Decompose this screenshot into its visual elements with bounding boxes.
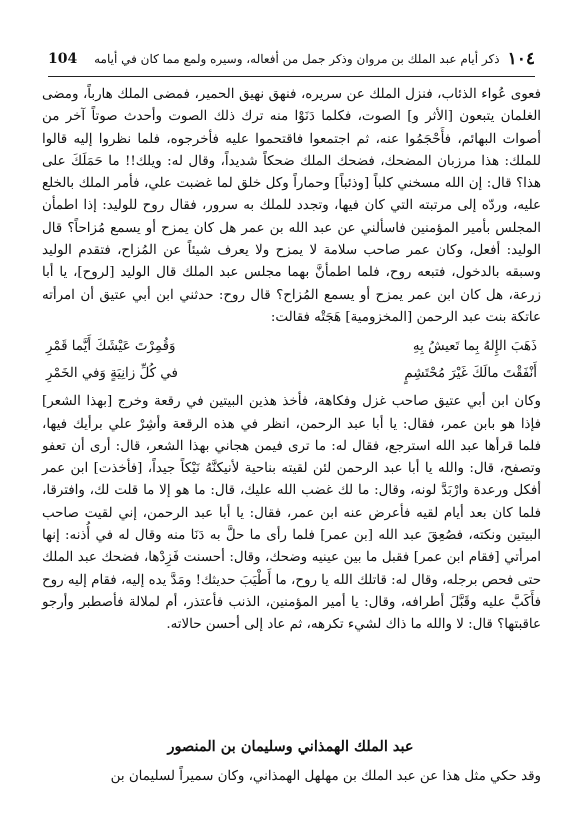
section-heading: عبد الملك الهمذاني وسليمان بن المنصور — [167, 738, 414, 755]
running-title: ذكر أيام عبد الملك بن مروان وذكر جمل من أفعاله، وسيره ولمع مما كان في أيامه — [94, 52, 500, 66]
poem-verse-2 — [42, 360, 541, 387]
verse-hemistich: ذَهَبَ الإِلهُ بِما تَعيشُ بِهِ — [412, 339, 537, 355]
paragraph: فعوى عُواء الذئاب، فنزل الملك عن سريره، فنهق نهيق الحمير، فمضى الملك هارباً، ومضى الغلمان يتبعون [الأثر و] الصوت، فكلما دَنَوْا منه ترك ذلك الصوت وأحدث صوتاً آخر من أصوات البهائم، فأَحْجَمُوا عنه، ثم اجتمعوا فاقتحموا عليه فأخرجوه، فلما نظروا إليه قالوا للملك: هذا مرزبان المضحك، فضحك الملك ضحكاً شديداً، وقال له: ويلك!! ما حَمَلَكَ على هذا؟ قال: إن الله مسخني كلباً [وذئباً] وحماراً وكل خلق لما غضبت علي، فأمر الملك بالخلع عليه، وردّه إلى مرتبته التي كان فيها، وتجدد للملك به سرور، فقال روح للوليد: إذا اطمأن المجلس بأمير المؤمنين فاسألني عن عبد الله بن عمر هل كان يمزح أو يسمع مُزاحاً؟ قال الوليد: أفعل، وكان عمر صاحب سلامة لا يمزح ولا يعرف شيئاً عن المُزاح، فتقدم الوليد وسبقه بالدخول، فتبعه روح، فلما اطمأنَّ بهما مجلس عبد الملك قال الوليد [لروح]، يا أبا زرعة، هل كان ابن عمر يمزح أو يسمع المُزاح؟ قال روح: حدثني ابن أبي عتيق أن امرأته عاتكة بنت عبد الرحمن [المخزومية] هَجَتْه فقالت: — [42, 87, 541, 325]
verse-hemistich: في كُلِّ زانِيَةٍ وَفي الخَمْرِ — [46, 366, 178, 382]
poem-verse-1 — [42, 333, 541, 360]
verse-hemistich: أَنْفَقْتَ مالَكَ غَيْرَ مُحْتَشِمٍ — [404, 366, 537, 382]
main-text — [42, 84, 541, 637]
page-header — [48, 42, 535, 77]
page-number: 104 — [48, 51, 78, 67]
paragraph-start: وقد حكي مثل هذا عن عبد الملك بن مهلهل الهمذاني، وكان سميراً لسليمان بن — [110, 769, 541, 784]
paragraph: وكان ابن أبي عتيق صاحب غزل وفكاهة، فأخذ هذين البيتين في رقعة وخرج [بهذا الشعر] فإذا هو بابن عمر، فقال: يا أبا عبد الرحمن، انظر في هذه الرقعة وأشِرْ علي برأيك فيها، فلما قرأها عبد الله استرجع، فقال له: ما ترى فيمن هجاني بهذا الشعر، قال: أرى أن تعفو وتصفح، قال: والله يا أبا عبد الرحمن لئن لقيته بناحية لأنيكنَّهُ نَيْكاً جيداً، [فأخذت] ابن عمر أفكل ورعدة وارْبَدَّ لونه، وقال: ما لك غضب الله عليك، قال: ما هو إلا ما قلت لك، وافترقا، فلما كان بعد أيام لقيه فأعرض عنه ابن عمر، فقال: يا أبا عبد الرحمن، إني لقيت صاحب البيتين ونكته، فصُعِقَ عبد الله [بن عمر] فلما رأى ما حلَّ به دَنَا منه وقال له في أُذنه: إنها امرأتي [فقام ابن عمر] فقبل ما بين عينيه وضحك، وقال: أحسنت فَزِدْها، فضحك عبد الملك حتى فحص برجله، وقال له: قاتلك الله يا روح، ما أَطْيَبَ حديثك! ومَدَّ يده إليه، فقام إليه روح فأَكَبَّ عليه وقَبَّلَ أطرافه، وقال: يا أمير المؤمنين، الذنب فأعتذر، أم لملالة فأصطبر وأرجو عاقبتها؟ قال: لا والله ما ذاك لشيء تكرهه، ثم عاد إلى أحسن حالاته. — [42, 394, 541, 633]
header-title-group — [94, 49, 535, 69]
verse-hemistich: وَقُمِرْتَ عَيْشَكَ أَيَّما قَمْرِ — [46, 339, 176, 355]
page-number-arabic: ١٠٤ — [507, 49, 535, 69]
